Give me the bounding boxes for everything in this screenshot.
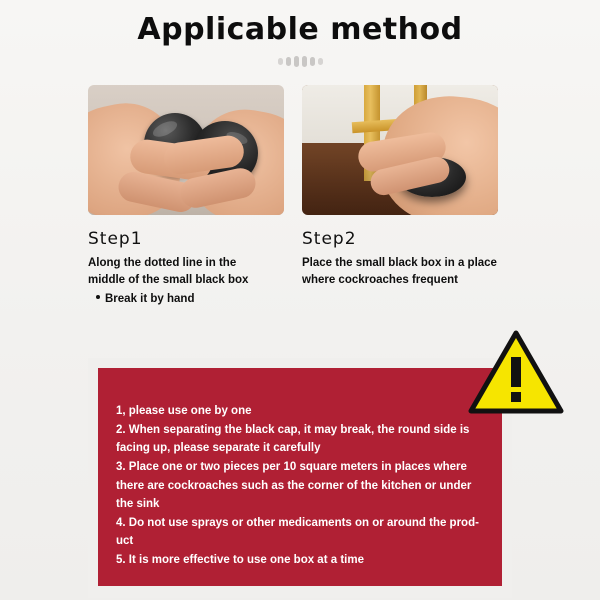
step-1-description-line-1: Along the dotted line in the: [88, 257, 237, 269]
step-1: [88, 85, 284, 308]
warning-panel: [88, 358, 512, 598]
warning-line: 1, please use one by one: [116, 405, 252, 417]
step-1-bullet-row: [88, 291, 284, 308]
step-2: [302, 85, 498, 308]
dot: [318, 58, 323, 65]
step-2-label: Step2: [302, 229, 357, 249]
step-2-description-line-2: where cockroaches frequent: [302, 274, 458, 287]
warning-line: 2. When separating the black cap, it may break, the round side is: [116, 423, 470, 436]
warning-line: 5. It is more effective to use one box at a time: [116, 554, 364, 566]
page-title: Applicable method: [137, 12, 463, 47]
warning-line: 3. Place one or two pieces per 10 square meters in places where: [116, 460, 467, 473]
dot: [286, 57, 291, 66]
warning-line: facing up, please separate it carefully: [116, 442, 321, 455]
warning-line: the sink: [116, 498, 160, 511]
step-1-label: Step1: [88, 229, 143, 249]
hand-placing-black-box-photo: [302, 85, 498, 215]
warning-text-card: [98, 368, 502, 586]
warning-line: there are cockroaches such as the corner of the kitchen or under: [116, 479, 472, 492]
decorative-dots: [0, 55, 600, 67]
step-2-description-line-1: Place the small black box in a place: [302, 257, 497, 269]
dot: [278, 58, 283, 65]
dot: [294, 56, 299, 67]
hands-breaking-black-box-photo: [88, 85, 284, 215]
warning-line: 4. Do not use sprays or other medicaments on or around the prod-: [116, 516, 479, 529]
bullet-dot-icon: [96, 295, 100, 299]
steps-container: [0, 67, 600, 308]
step-1-bullet-text: Break it by hand: [105, 292, 195, 305]
warning-line: uct: [116, 535, 134, 548]
dot: [302, 56, 307, 67]
dot: [310, 57, 315, 66]
step-1-description-line-2: middle of the small black box: [88, 274, 249, 287]
